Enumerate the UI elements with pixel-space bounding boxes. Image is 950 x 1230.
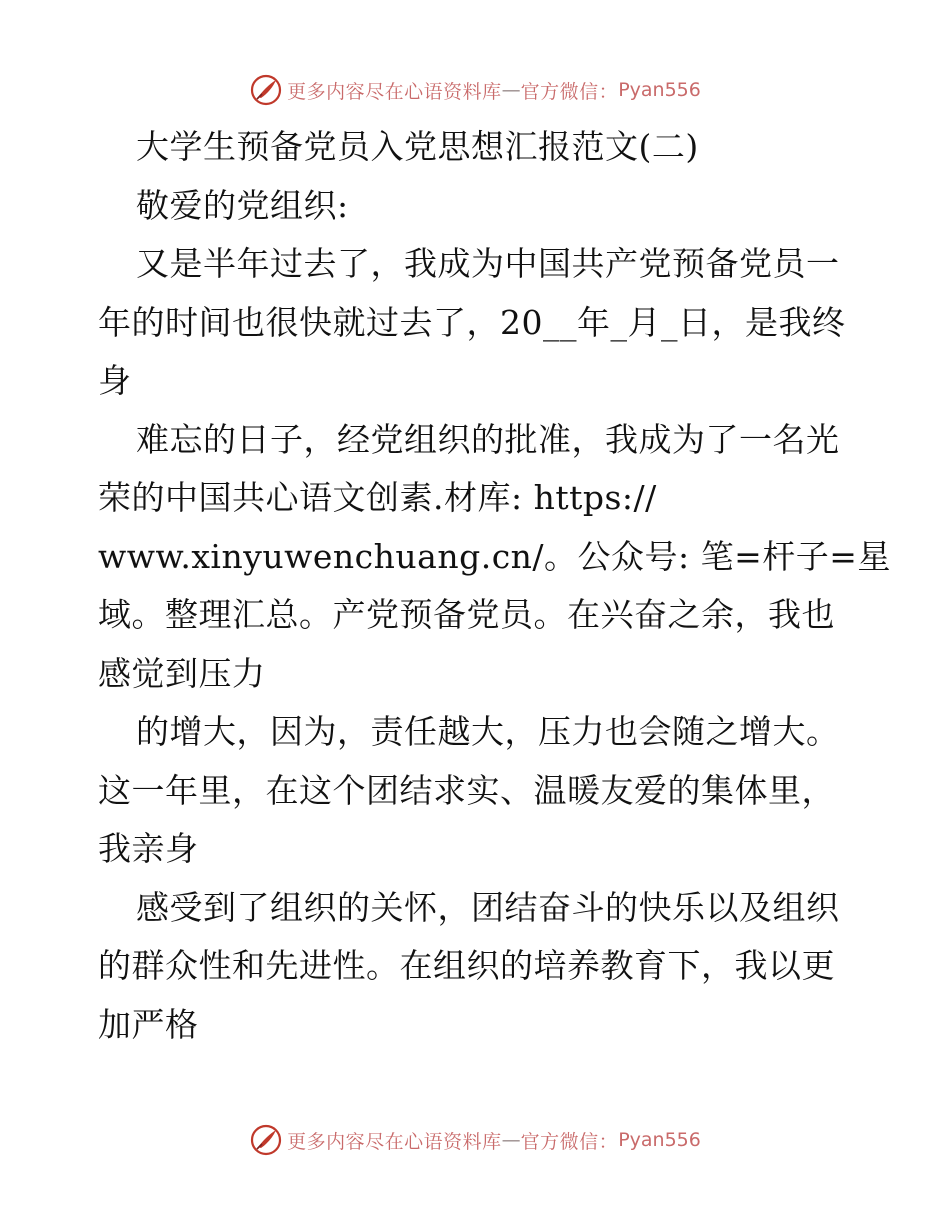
body-line: 荣的中国共心语文创素.材库: https:// — [98, 478, 657, 517]
watermark-wechat-label: 官方微信： — [520, 1130, 619, 1153]
body-line: 感觉到压力 — [98, 653, 266, 693]
watermark-wechat-label: 官方微信： — [520, 80, 619, 103]
body-line: 又是半年过去了，我成为中国共产党预备党员一 — [136, 244, 840, 283]
body-line: 域。整理汇总。产党预备党员。在兴奋之余，我也 — [98, 595, 835, 634]
quill-pen-logo-icon — [249, 1123, 283, 1157]
watermark-wechat-id: Pyan556 — [618, 79, 701, 101]
quill-pen-logo-icon — [249, 73, 283, 107]
header-watermark — [0, 70, 950, 110]
body-line: 身 — [98, 361, 132, 400]
body-line: 的增大，因为，责任越大，压力也会随之增大。 — [136, 712, 840, 751]
body-line: 的群众性和先进性。在组织的培养教育下，我以更 — [98, 946, 835, 985]
document-body — [98, 118, 891, 1054]
body-line: 我亲身 — [98, 829, 199, 868]
watermark-wechat-id: Pyan556 — [618, 1129, 701, 1151]
body-line: 加严格 — [98, 1004, 199, 1044]
body-line: 难忘的日子，经党组织的批准，我成为了一名光 — [136, 419, 840, 459]
body-line: 年的时间也很快就过去了，20__年_月_日，是我终 — [98, 302, 846, 342]
watermark-separator: — — [501, 79, 521, 101]
watermark-separator: — — [501, 1129, 521, 1151]
footer-watermark — [0, 1120, 950, 1160]
body-line: 这一年里，在这个团结求实、温暖友爱的集体里， — [98, 770, 835, 810]
salutation: 敬爱的党组织: — [136, 185, 349, 225]
watermark-brand-text: 更多内容尽在心语资料库 — [287, 1130, 502, 1153]
body-line: www.xinyuwenchuang.cn/。公众号: 笔=杆子=星 — [98, 536, 891, 576]
body-line: 感受到了组织的关怀，团结奋斗的快乐以及组织 — [136, 887, 840, 927]
watermark-brand-text: 更多内容尽在心语资料库 — [287, 80, 502, 103]
document-title: 大学生预备党员入党思想汇报范文(二) — [136, 127, 699, 166]
